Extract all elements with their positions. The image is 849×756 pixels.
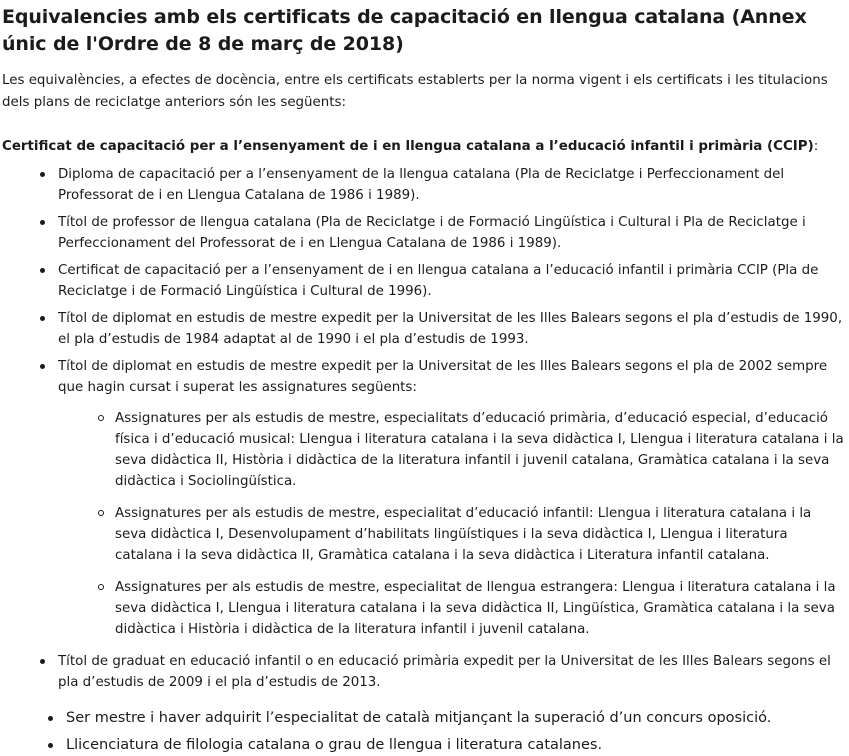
list-item (2, 260, 843, 302)
section-heading (2, 136, 849, 158)
additional-equivalency-list (2, 707, 849, 756)
list-item (2, 164, 843, 206)
sublist-item-text: Assignatures per als estudis de mestre, especialitat de llengua estrangera: Llengua i literatura catalana i la seva didàctica I, Llengua i literatura catalana i la seva didàctica II, Lingüística, Gramàtica catalana i la seva didàctica i Història i didàctica de la literatura infantil i juvenil catalana. (115, 580, 836, 637)
sublist-item-text: Assignatures per als estudis de mestre, especialitats d’educació primària, d’educació especial, d’educació física i d’educació musical: Llengua i literatura catalana i la seva didàctica I, Llengua i literatura catalana i la seva didàctica II, Història i didàctica de la literatura infantil i juvenil catalana, Gramàtica catalana i la seva didàctica i Sociolingüística. (115, 411, 844, 489)
subjects-sublist (58, 408, 843, 640)
list-item (2, 212, 843, 254)
list-item (2, 356, 843, 640)
list-item (2, 734, 836, 756)
intro-paragraph: Les equivalències, a efectes de docència, entre els certificats establerts per la norma vigent i els certificats i les titulacions dels plans de reciclatge anteriors són les següents: (2, 73, 828, 110)
section-heading-bold: Certificat de capacitació per a l’ensenyament de i en llengua catalana a l’educació infantil i primària (CCIP) (2, 139, 814, 154)
sublist-item (58, 503, 845, 566)
equivalency-list (2, 164, 849, 693)
list-item (2, 651, 843, 693)
list-item-text: Ser mestre i haver adquirit l’especialitat de català mitjançant la superació d’un concurs oposició. (66, 710, 772, 726)
list-item-text: Certificat de capacitació per a l’ensenyament de i en llengua catalana a l’educació infantil i primària CCIP (Pla de Reciclatge i de Formació Lingüística i Cultural de 1996). (58, 263, 819, 299)
sublist-item (58, 408, 845, 492)
list-item (2, 707, 836, 729)
list-item-text: Títol de professor de llengua catalana (Pla de Reciclatge i de Formació Lingüística i Cultural i Pla de Reciclatge i Perfeccionament del Professorat de i en Llengua Catalana de 1986 i 1989). (58, 215, 806, 251)
list-item-text: Llicenciatura de filologia catalana o grau de llengua i literatura catalanes. (66, 737, 603, 753)
page-title: Equivalencies amb els certificats de capacitació en llengua catalana (Annex únic de l'Ordre de 8 de març de 2018) (2, 6, 807, 55)
section-heading-suffix: : (813, 139, 819, 154)
list-item-text: Títol de diplomat en estudis de mestre expedit per la Universitat de les Illes Balears segons el pla de 2002 sempre que hagin cursat i superat les assignatures següents: (58, 359, 828, 395)
list-item-text: Diploma de capacitació per a l’ensenyament de la llengua catalana (Pla de Reciclatge i Perfeccionament del Professorat de i en Llengua Catalana de 1986 i 1989). (58, 167, 785, 203)
list-item-text: Títol de graduat en educació infantil o en educació primària expedit per la Universitat de les Illes Balears segons el pla d’estudis de 2009 i el pla d’estudis de 2013. (58, 654, 831, 690)
list-item-text: Títol de diplomat en estudis de mestre expedit per la Universitat de les Illes Balears segons el pla d’estudis de 1990, el pla d’estudis de 1984 adaptat al de 1990 i el pla d’estudis de 1993. (58, 311, 843, 347)
sublist-item-text: Assignatures per als estudis de mestre, especialitat d’educació infantil: Llengua i literatura catalana i la seva didàctica I, Desenvolupament d’habilitats lingüístiques i la seva didàctica I, Llengua i literatura catalana i la seva didàctica II, Gramàtica catalana i la seva didàctica i Literatura infantil catalana. (115, 506, 812, 563)
sublist-item (58, 577, 845, 640)
list-item (2, 308, 843, 350)
